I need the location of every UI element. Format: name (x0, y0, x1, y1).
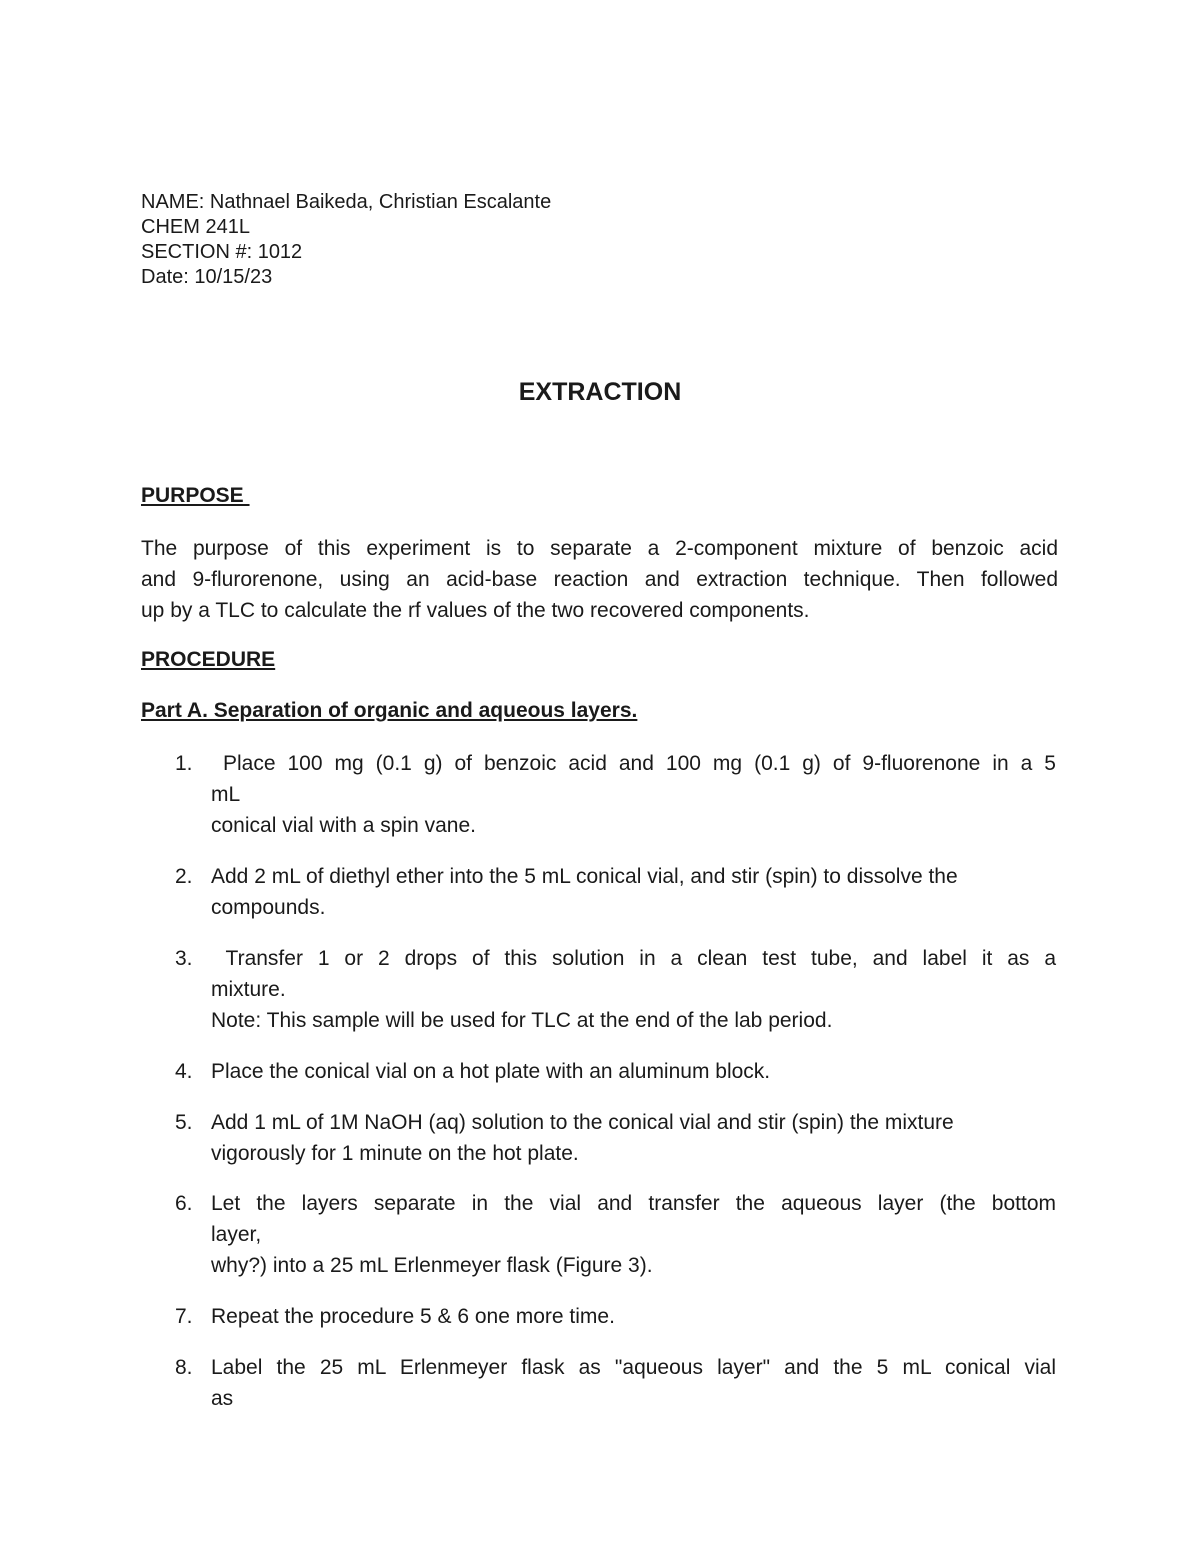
purpose-line: up by a TLC to calculate the rf values of the two recovered components. (141, 599, 810, 622)
procedure-heading: PROCEDURE (141, 648, 276, 671)
step-line: mL (211, 783, 241, 806)
purpose-heading: PURPOSE (141, 484, 250, 507)
step-line: why?) into a 25 mL Erlenmeyer flask (Figure 3). (211, 1254, 653, 1277)
part-a-heading: Part A. Separation of organic and aqueous layers. (141, 699, 638, 722)
step-text (211, 1188, 1056, 1281)
step-line: Add 2 mL of diethyl ether into the 5 mL conical vial, and stir (spin) to dissolve the (211, 865, 958, 888)
step-text (211, 1107, 1056, 1169)
step-number: 7. (175, 1305, 193, 1328)
step-number: 3. (175, 947, 193, 970)
step-text (211, 748, 1056, 841)
step-line: Note: This sample will be used for TLC at the end of the lab period. (211, 1009, 833, 1032)
step-number: 8. (175, 1356, 193, 1379)
date-line: Date: 10/15/23 (141, 266, 273, 288)
section-line: SECTION #: 1012 (141, 241, 303, 263)
header-block (141, 190, 551, 290)
course-line: CHEM 241L (141, 216, 250, 238)
step-line: Add 1 mL of 1M NaOH (aq) solution to the conical vial and stir (spin) the mixture (211, 1111, 954, 1134)
step-text (211, 1301, 1056, 1332)
step-text (211, 943, 1056, 1036)
name-line: NAME: Nathnael Baikeda, Christian Escalante (141, 191, 552, 213)
step-line: Label the 25 mL Erlenmeyer flask as "aqueous layer" and the 5 mL conical vial (211, 1356, 1056, 1379)
step-line: layer, (211, 1223, 262, 1246)
step-line: Place 100 mg (0.1 g) of benzoic acid and 100 mg (0.1 g) of 9-fluorenone in a 5 (211, 752, 1056, 775)
step-line: compounds. (211, 896, 326, 919)
step-number: 2. (175, 865, 193, 888)
purpose-line: and 9-flurorenone, using an acid-base reaction and extraction technique. Then followed (141, 568, 1058, 591)
step-line: as (211, 1387, 234, 1410)
purpose-paragraph (141, 533, 1058, 626)
step-line: conical vial with a spin vane. (211, 814, 476, 837)
purpose-line: The purpose of this experiment is to separate a 2-component mixture of benzoic acid (141, 537, 1058, 560)
step-text (211, 1352, 1056, 1414)
step-number: 5. (175, 1111, 193, 1134)
step-line: Place the conical vial on a hot plate with an aluminum block. (211, 1060, 771, 1083)
document-title: EXTRACTION (518, 378, 682, 406)
step-text (211, 1056, 1056, 1087)
step-line: Let the layers separate in the vial and transfer the aqueous layer (the bottom (211, 1192, 1056, 1215)
step-line: Transfer 1 or 2 drops of this solution in a clean test tube, and label it as a (211, 947, 1056, 970)
step-line: Repeat the procedure 5 & 6 one more time. (211, 1305, 615, 1328)
step-text (211, 861, 1056, 923)
step-number: 4. (175, 1060, 193, 1083)
step-number: 6. (175, 1192, 193, 1215)
step-line: vigorously for 1 minute on the hot plate. (211, 1142, 579, 1165)
step-number: 1. (175, 752, 193, 775)
step-line: mixture. (211, 978, 286, 1001)
